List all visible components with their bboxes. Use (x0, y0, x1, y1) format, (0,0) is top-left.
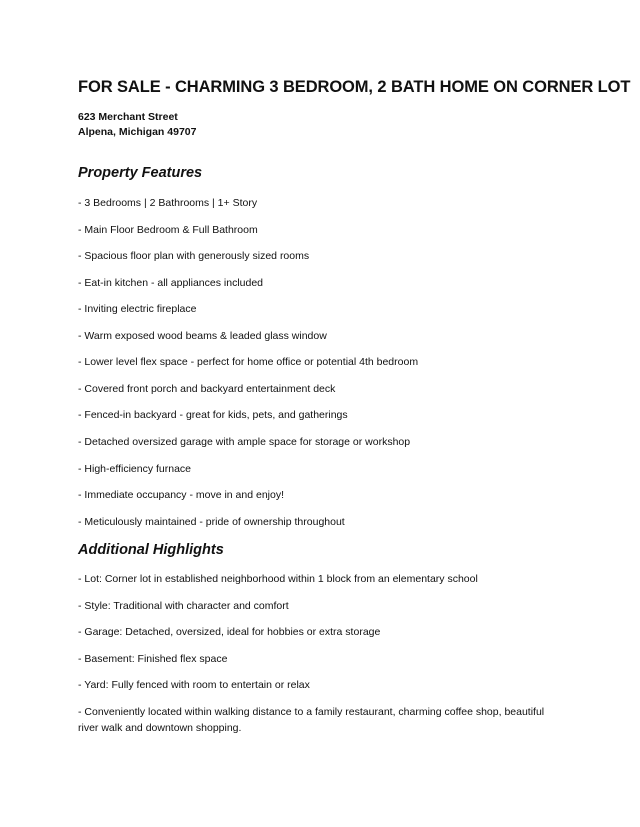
feature-item: - Detached oversized garage with ample space for storage or workshop (78, 436, 411, 448)
highlight-item: - Conveniently located within walking distance to a family restaurant, charming coffee shop, beautiful river walk and downtown shopping. (78, 706, 545, 734)
page-title: FOR SALE - CHARMING 3 BEDROOM, 2 BATH HOME ON CORNER LOT (78, 78, 631, 96)
property-features-heading: Property Features (78, 165, 203, 181)
highlight-item: - Yard: Fully fenced with room to entertain or relax (78, 679, 310, 691)
feature-item: - Main Floor Bedroom & Full Bathroom (78, 224, 258, 236)
feature-item: - Eat-in kitchen - all appliances included (78, 277, 264, 289)
feature-item: - 3 Bedrooms | 2 Bathrooms | 1+ Story (78, 197, 258, 209)
address-street: 623 Merchant Street (78, 111, 178, 123)
feature-item: - Immediate occupancy - move in and enjoy! (78, 489, 285, 501)
address-city-line: Alpena, Michigan 49707 (78, 126, 197, 138)
feature-item: - Spacious floor plan with generously sized rooms (78, 250, 310, 262)
feature-item: - Fenced-in backyard - great for kids, pets, and gatherings (78, 409, 348, 421)
highlight-item: - Basement: Finished flex space (78, 653, 228, 665)
highlight-item: - Garage: Detached, oversized, ideal for hobbies or extra storage (78, 626, 381, 638)
feature-item: - Lower level flex space - perfect for home office or potential 4th bedroom (78, 356, 419, 368)
highlight-item: - Style: Traditional with character and comfort (78, 600, 289, 612)
feature-item: - Warm exposed wood beams & leaded glass window (78, 330, 327, 342)
feature-item: - High-efficiency furnace (78, 463, 192, 475)
feature-item: - Meticulously maintained - pride of ownership throughout (78, 516, 345, 528)
feature-item: - Covered front porch and backyard entertainment deck (78, 383, 336, 395)
property-address (78, 110, 196, 140)
highlight-item: - Lot: Corner lot in established neighborhood within 1 block from an elementary school (78, 573, 478, 585)
additional-highlights-heading: Additional Highlights (78, 542, 224, 558)
feature-item: - Inviting electric fireplace (78, 303, 197, 315)
